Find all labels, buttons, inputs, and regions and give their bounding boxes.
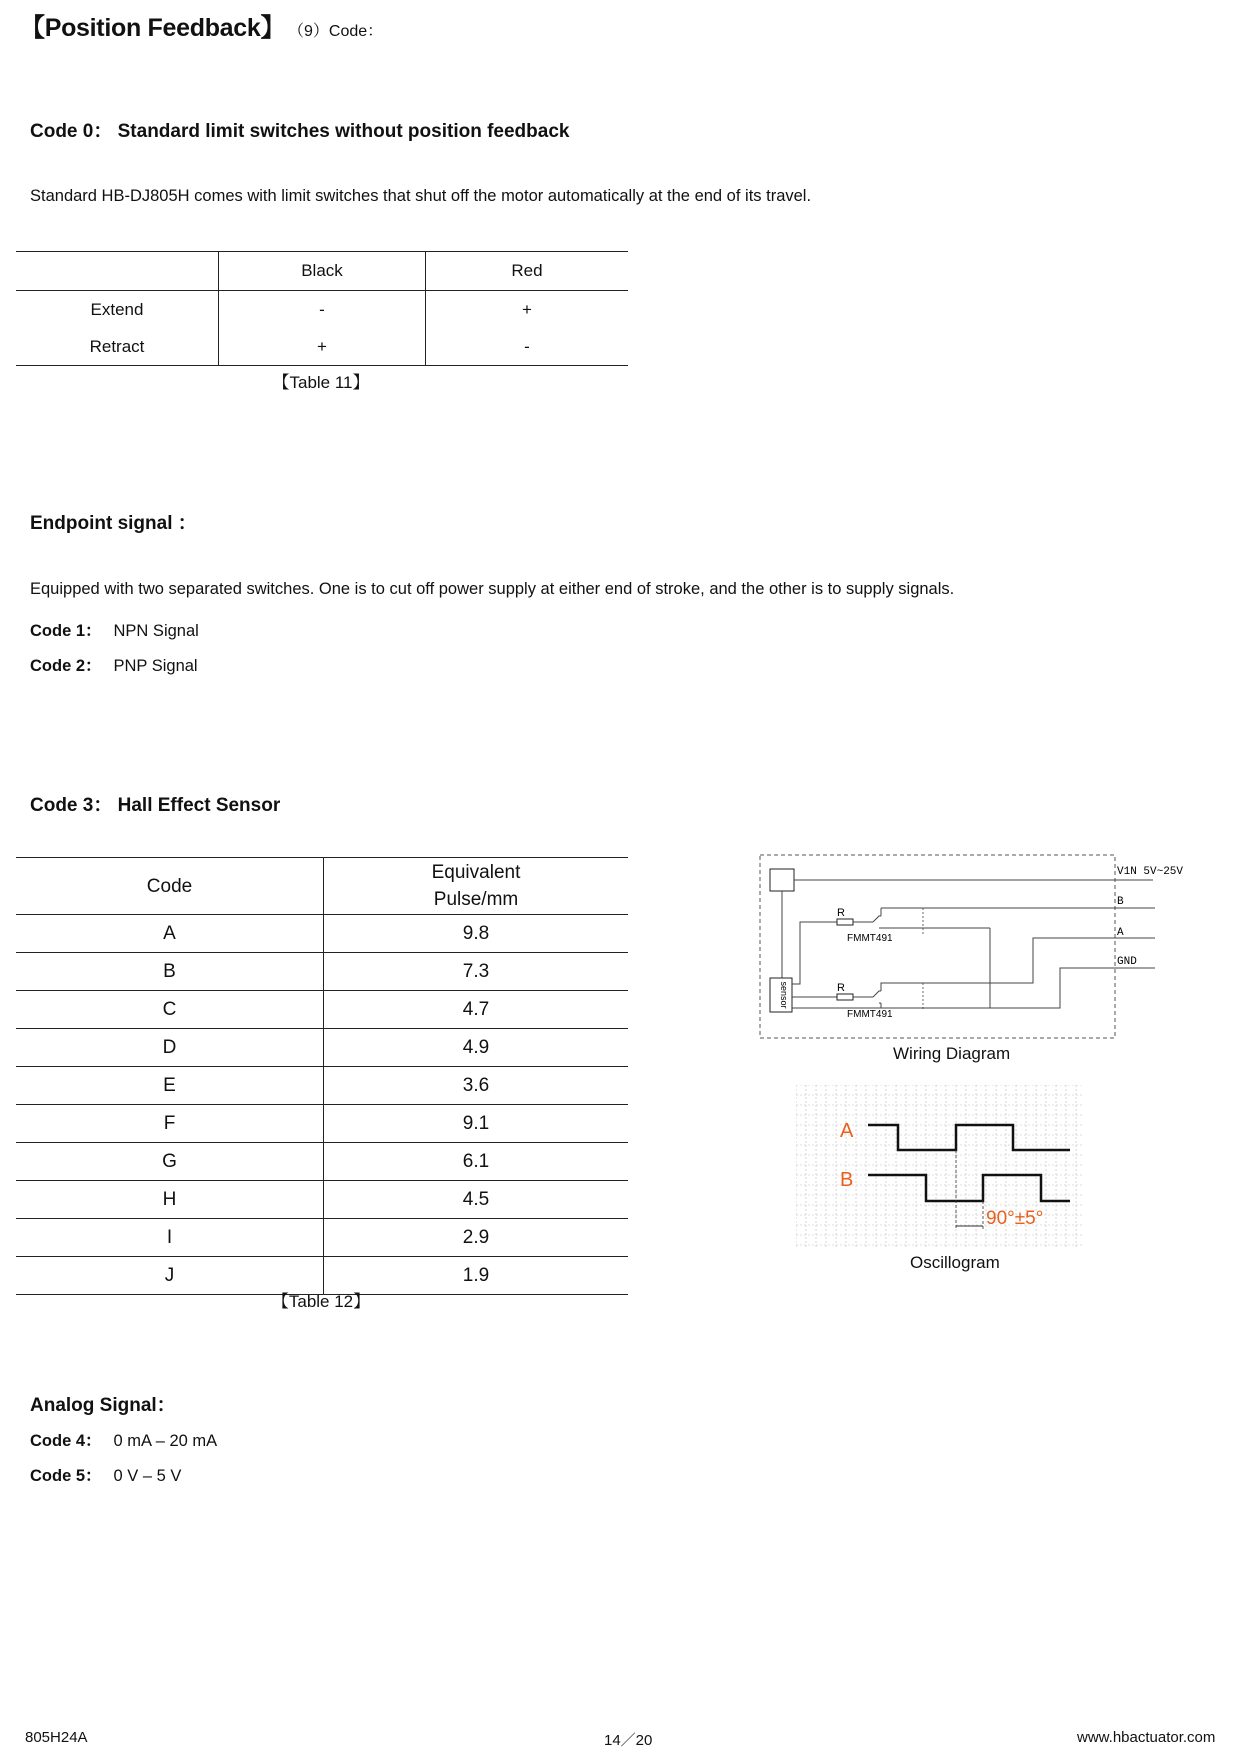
- table-cell: -: [219, 291, 426, 329]
- table-cell: 6.1: [324, 1143, 629, 1181]
- table-12-caption: 【Table 12】: [271, 1292, 371, 1311]
- table-row: [16, 291, 628, 329]
- code1-line: [30, 617, 199, 641]
- vin-label: V1N 5V~25V: [1117, 866, 1184, 878]
- endpoint-description: Equipped with two separated switches. One is to cut off power supply at either end of stroke, and the other is to supply signals.: [30, 580, 955, 598]
- transistor-label: FMMT491: [847, 933, 893, 944]
- page-title: 【Position Feedback】: [20, 14, 286, 42]
- wiring-diagram-caption: Wiring Diagram: [893, 1044, 1011, 1063]
- transistor-label: FMMT491: [847, 1009, 893, 1020]
- code4-value: 0 mA – 20 mA: [113, 1432, 218, 1450]
- table-cell: 4.7: [324, 991, 629, 1029]
- table-row: [16, 1067, 628, 1105]
- wiring-diagram: [755, 850, 1215, 1045]
- pulse-header-line1: Equivalent: [431, 862, 521, 883]
- table-cell: F: [16, 1105, 324, 1143]
- endpoint-heading: Endpoint signal ：: [30, 513, 197, 534]
- table-11-caption: 【Table 11】: [272, 373, 370, 392]
- row-label-extend: Extend: [90, 299, 144, 319]
- table-header-black: Black: [219, 252, 426, 291]
- wave-a: [868, 1125, 1070, 1150]
- table-row: [16, 1181, 628, 1219]
- wave-b: [868, 1175, 1070, 1201]
- table-cell: I: [16, 1219, 324, 1257]
- table-row: [16, 1029, 628, 1067]
- section-code-label: （9）Code：: [288, 23, 384, 40]
- transistor-upper: [873, 916, 881, 928]
- wave-b-label: B: [840, 1169, 854, 1191]
- table-cell: +: [219, 328, 426, 366]
- upper-signal-wire: [792, 922, 837, 984]
- oscillogram-caption: Oscillogram: [910, 1253, 1000, 1272]
- table-row: [16, 915, 628, 953]
- table-row: [16, 991, 628, 1029]
- table-cell: 1.9: [324, 1257, 629, 1295]
- wave-a-label: A: [840, 1120, 854, 1142]
- table-row: [16, 1143, 628, 1181]
- table-cell: 3.6: [324, 1067, 629, 1105]
- table-header-pulse: [324, 858, 629, 915]
- footer-website: www.hbactuator.com: [1077, 1729, 1216, 1746]
- table-cell: 9.8: [324, 915, 629, 953]
- pulse-header-line2: Pulse/mm: [433, 889, 519, 910]
- code4-label: Code 4：: [30, 1432, 102, 1450]
- resistor-upper: [837, 919, 853, 925]
- code5-label: Code 5：: [30, 1467, 102, 1485]
- transistor-lower: [873, 991, 881, 1003]
- phase-label: 90°±5°: [986, 1208, 1044, 1229]
- code1-value: NPN Signal: [113, 622, 199, 640]
- table-row: [16, 953, 628, 991]
- table-11: [16, 251, 628, 366]
- code5-value: 0 V – 5 V: [113, 1467, 182, 1485]
- footer-page-number: 14／20: [604, 1732, 653, 1749]
- gnd-label: GND: [1117, 956, 1137, 968]
- row-label-retract: Retract: [89, 336, 145, 356]
- table-cell: -: [426, 328, 629, 366]
- wiring-boundary: [760, 855, 1115, 1038]
- code0-description: Standard HB-DJ805H comes with limit switches that shut off the motor automatically at the end of its travel.: [30, 187, 812, 205]
- table-cell: 4.5: [324, 1181, 629, 1219]
- code3-heading: Code 3： Hall Effect Sensor: [30, 795, 281, 816]
- a-output-line: [881, 938, 1155, 991]
- code5-line: [30, 1462, 181, 1486]
- table-cell: H: [16, 1181, 324, 1219]
- connector-box: [770, 869, 794, 891]
- a-label: A: [1117, 927, 1124, 939]
- code2-label: Code 2：: [30, 657, 102, 675]
- table-header-row: [16, 858, 628, 915]
- b-label: B: [1117, 896, 1124, 908]
- table-cell: A: [16, 915, 324, 953]
- table-cell: 7.3: [324, 953, 629, 991]
- oscillogram: [796, 1085, 1086, 1255]
- analog-heading: Analog Signal：: [30, 1395, 176, 1416]
- code2-line: [30, 652, 198, 676]
- table-cell: +: [426, 291, 629, 329]
- table-cell: 2.9: [324, 1219, 629, 1257]
- table-cell: J: [16, 1257, 324, 1295]
- code2-value: PNP Signal: [113, 657, 198, 675]
- table-header-red: Red: [426, 252, 629, 291]
- resistor-label: R: [837, 982, 845, 994]
- table-row: [16, 1105, 628, 1143]
- code4-line: [30, 1427, 217, 1451]
- table-row: [16, 328, 628, 366]
- sensor-label: sensor: [779, 981, 789, 1009]
- resistor-label: R: [837, 907, 845, 919]
- table-header-cell: [16, 252, 219, 291]
- code1-label: Code 1：: [30, 622, 102, 640]
- gnd-line: [792, 968, 1155, 1008]
- code0-heading: Code 0： Standard limit switches without position feedback: [30, 121, 570, 142]
- table-cell: G: [16, 1143, 324, 1181]
- table-cell: D: [16, 1029, 324, 1067]
- table-cell: E: [16, 1067, 324, 1105]
- table-cell: C: [16, 991, 324, 1029]
- table-cell: 4.9: [324, 1029, 629, 1067]
- table-header-code: Code: [16, 858, 324, 915]
- table-cell: B: [16, 953, 324, 991]
- resistor-lower: [837, 994, 853, 1000]
- table-cell: 9.1: [324, 1105, 629, 1143]
- table-12: [16, 857, 628, 1295]
- table-row: [16, 1219, 628, 1257]
- table-header-row: [16, 252, 628, 291]
- footer-doc-code: 805H24A: [25, 1729, 88, 1746]
